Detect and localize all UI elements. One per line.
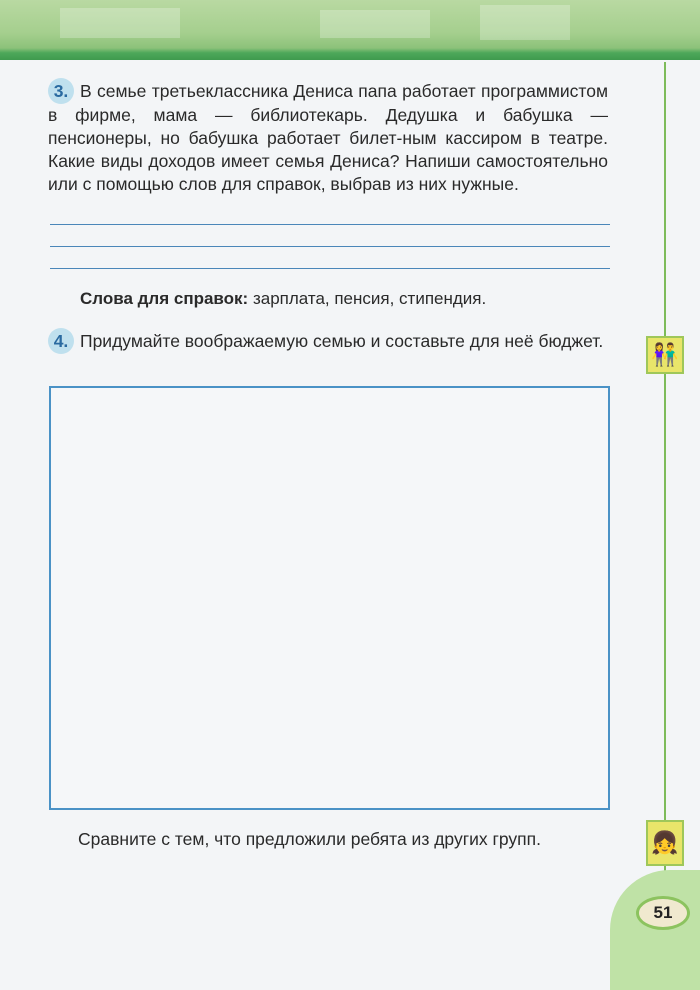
task-4 (48, 328, 608, 354)
task-4-text: Придумайте воображаемую семью и составьте для неё бюджет. (80, 331, 604, 351)
side-rail (664, 62, 666, 872)
task-4-number: 4. (48, 328, 74, 354)
girl-apple-icon: 👧 (646, 820, 684, 866)
page-corner-decoration (610, 870, 700, 990)
group-work-icon: 👫 (646, 336, 684, 374)
task-3 (48, 78, 608, 196)
hint-list: зарплата, пенсия, стипендия. (248, 289, 487, 308)
budget-answer-box[interactable] (49, 386, 610, 810)
hint-words (80, 289, 486, 309)
answer-line-1[interactable] (50, 224, 610, 225)
hint-label: Слова для справок: (80, 289, 249, 308)
answer-line-2[interactable] (50, 246, 610, 247)
header-illustration-banner (0, 0, 700, 60)
answer-line-3[interactable] (50, 268, 610, 269)
page-number: 51 (636, 896, 690, 930)
footer-instruction: Сравните с тем, что предложили ребята из других групп. (78, 829, 541, 849)
task-3-number: 3. (48, 78, 74, 104)
task-3-text: В семье третьеклассника Дениса папа работает программистом в фирме, мама — библиотекарь. Дедушка и бабушка — пенсионеры, но бабушка работает билет-ным кассиром в театре. Какие виды доходов имеет семья Дениса? Напиши самостоятельно или с помощью слов для справок, выбрав из них нужные. (48, 81, 608, 194)
